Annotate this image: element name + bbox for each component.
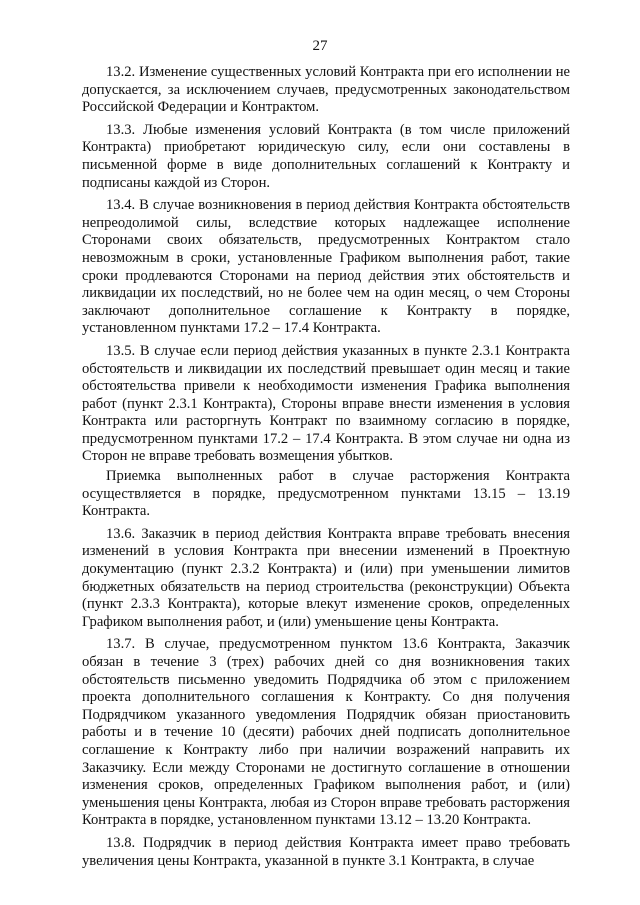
paragraph-acceptance: Приемка выполненных работ в случае расторжения Контракта осуществляется в порядке, предусмотренном пунктами 13.15 – 13.19 Контракта. [82,468,570,520]
paragraph-13-7: 13.7. В случае, предусмотренном пунктом 13.6 Контракта, Заказчик обязан в течение 3 (трех) рабочих дней со дня возникновения таких обстоятельств письменно уведомить Подрядчика об этом с приложением проекта дополнительного соглашения к Контракту. Со дня получения Подрядчиком указанного уведомления Подрядчик обязан приостановить работы и в течение 10 (десяти) рабочих дней подписать дополнительное соглашение к Контракту либо при наличии возражений направить их Заказчику. Если между Сторонами не достигнуто соглашение в отношении изменения сроков, определенных Графиком выполнения работ, и (или) уменьшения цены Контракта, любая из Сторон вправе требовать расторжения Контракта в порядке, установленном пунктами 13.12 – 13.20 Контракта. [82,636,570,829]
paragraph-13-8: 13.8. Подрядчик в период действия Контракта имеет право требовать увеличения цены Контракта, указанной в пункте 3.1 Контракта, в случае [82,834,570,869]
paragraph-13-2: 13.2. Изменение существенных условий Контракта при его исполнении не допускается, за исключением случаев, предусмотренных законодательством Российской Федерации и Контрактом. [82,64,570,116]
paragraph-13-4: 13.4. В случае возникновения в период действия Контракта обстоятельств непреодолимой силы, вследствие которых надлежащее исполнение Сторонами своих обязательств, предусмотренных Контрактом стало невозможным в сроки, установленные Графиком выполнения работ, такие сроки продлеваются Сторонами на период действия этих обстоятельств и ликвидации их последствий, но не более чем на один месяц, о чем Стороны заключают дополнительное соглашение к Контракту в порядке, установленном пунктами 17.2 – 17.4 Контракта. [82,197,570,337]
paragraph-13-6: 13.6. Заказчик в период действия Контракта вправе требовать внесения изменений в условия Контракта при внесении изменений в Проектную документацию (пункт 2.3.2 Контракта) и (или) при уменьшении лимитов бюджетных обязательств на период строительства (реконструкции) Объекта (пункт 2.3.3 Контракта), которые влекут изменение сроков, определенных Графиком выполнения работ, и (или) уменьшение цены Контракта. [82,525,570,630]
paragraph-13-3: 13.3. Любые изменения условий Контракта (в том числе приложений Контракта) приобретают юридическую силу, если они составлены в письменной форме в виде дополнительных соглашений к Контракту и подписаны каждой из Сторон. [82,121,570,191]
paragraph-13-5: 13.5. В случае если период действия указанных в пункте 2.3.1 Контракта обстоятельств и ликвидации их последствий превышает один месяц и такие обстоятельства привели к необходимости изменения Графика выполнения работ (пункт 2.3.1 Контракта), Стороны вправе внести изменения в условия Контракта или расторгнуть Контракт по взаимному согласию в порядке, предусмотренном пунктами 17.2 – 17.4 Контракта. В этом случае ни одна из Сторон не вправе требовать возмещения убытков. [82,342,570,465]
document-body [82,64,570,875]
page-number: 27 [312,38,328,54]
